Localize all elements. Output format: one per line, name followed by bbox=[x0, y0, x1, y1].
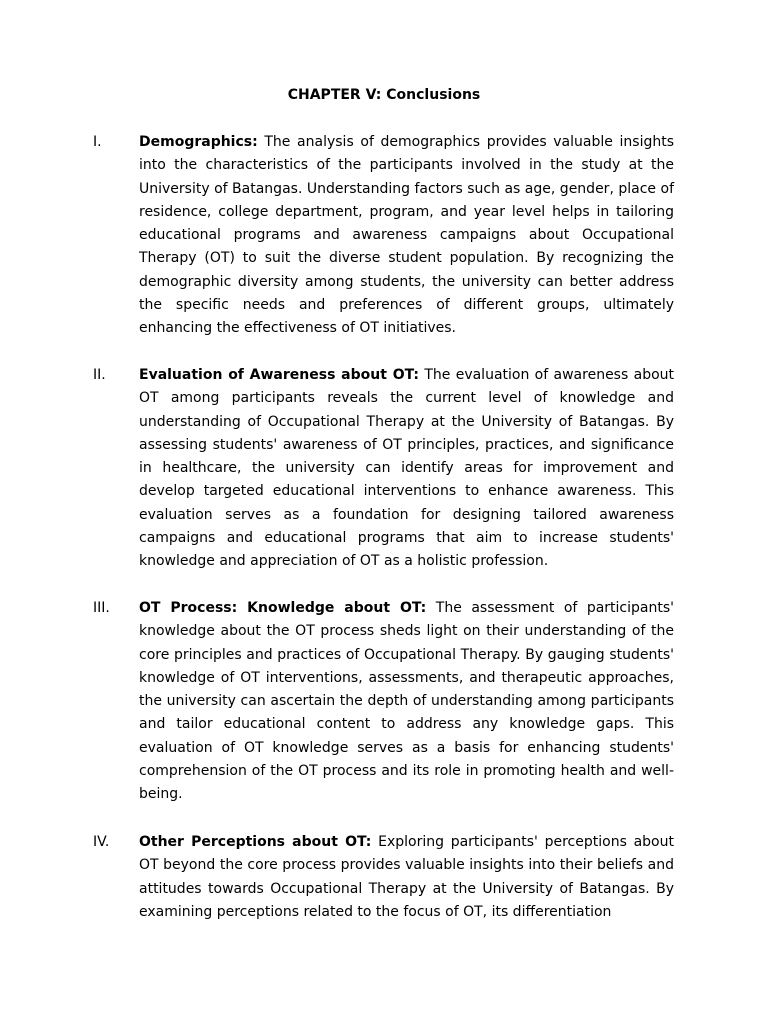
section-numeral: IV. bbox=[93, 834, 110, 850]
section-text: The analysis of demographics provides valuable insights into the characteristics of the participants involved in the study at the University of Batangas. Understanding factors such as age, gender, place of residence, college department, program, and year level helps in tailoring educational programs and awareness campaigns about Occupational Therapy (OT) to suit the diverse student population. By recognizing the demographic diversity among students, the university can better address the specific needs and preferences of different groups, ultimately enhancing the effectiveness of OT initiatives. bbox=[139, 134, 674, 337]
section-text: The evaluation of awareness about OT among participants reveals the current level of knowledge and understanding of Occupational Therapy at the University of Batangas. By assessing students' awareness of OT principles, practices, and significance in healthcare, the university can identify areas for improvement and develop targeted educational interventions to enhance awareness. This evaluation serves as a foundation for designing tailored awareness campaigns and educational programs that aim to increase students' knowledge and appreciation of OT as a holistic profession. bbox=[139, 367, 675, 570]
section-heading: Evaluation of Awareness about OT: bbox=[139, 367, 419, 383]
section-heading: Other Perceptions about OT: bbox=[139, 834, 372, 850]
section-text: The assessment of participants' knowledge about the OT process sheds light on their understanding of the core principles and practices of Occupational Therapy. By gauging students' knowledge of OT interventions, assessments, and therapeutic approaches, the university can ascertain the depth of understanding among participants and tailor educational content to address any knowledge gaps. This evaluation of OT knowledge serves as a basis for enhancing students' comprehension of the OT process and its role in promoting health and well-being. bbox=[139, 600, 674, 803]
section-paragraph bbox=[139, 364, 674, 574]
section-numeral: III. bbox=[93, 600, 110, 616]
section-paragraph bbox=[139, 597, 674, 807]
section-heading: Demographics: bbox=[139, 134, 258, 150]
section-numeral: I. bbox=[93, 134, 102, 150]
section-text: Exploring participants' perceptions about OT beyond the core process provides valuable insights into their beliefs and attitudes towards Occupational Therapy at the University of Batangas. By examining perceptions related to the focus of OT, its differentiation bbox=[139, 834, 674, 920]
section-paragraph bbox=[139, 131, 674, 341]
section-numeral: II. bbox=[93, 367, 106, 383]
chapter-title: CHAPTER V: Conclusions bbox=[287, 87, 481, 103]
section-heading: OT Process: Knowledge about OT: bbox=[139, 600, 427, 616]
section-paragraph bbox=[139, 831, 674, 924]
